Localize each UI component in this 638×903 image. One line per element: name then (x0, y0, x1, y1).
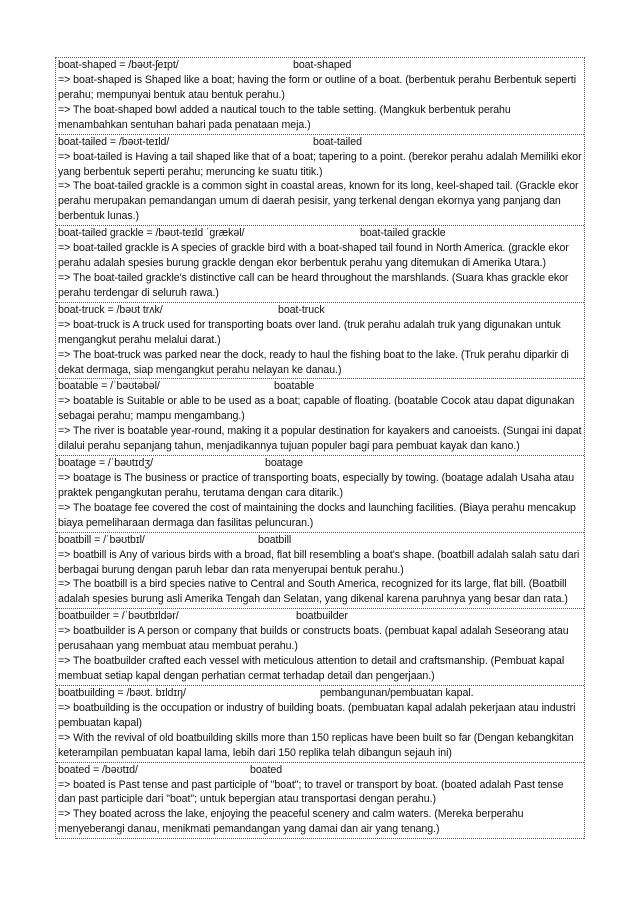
entry-term: boatbill (258, 533, 292, 546)
entry-definition: => boat-shaped is Shaped like a boat; having the form or outline of a boat. (berbentuk perahu Berbentuk seperti perahu; mempunyai bentuk atau bentuk perahu.) (58, 74, 577, 101)
entry-example: => They boated across the lake, enjoying the peaceful scenery and calm waters. (Mereka berperahu menyeberangi danau, menikmati pemandangan yang damai dan air yang tenang.) (58, 808, 524, 836)
entry-definition: => boatbill is Any of various birds with a broad, flat bill resembling a boat's shape. (boatbill adalah salah satu dari berbagai burung dengan paruh lebar dan rata menyerupai bentuk perahu.) (58, 548, 580, 576)
entry-boatbill (56, 533, 584, 610)
entry-term: boated (250, 763, 283, 776)
entry-boatbuilding (56, 686, 584, 763)
entry-example: => The river is boatable year-round, making it a popular destination for kayakers and canoeists. (Sungai ini dapat dilalui perahu sepanjang tahun, menjadikannya tujuan populer bagi para pembuat kayak dan kano.) (58, 425, 582, 453)
entry-boat-tailed (56, 135, 584, 227)
entry-header (58, 609, 582, 624)
headword-pronunciation: boated = /bəʊtɪd/ (58, 763, 138, 776)
entry-example: => The boatbuilder crafted each vessel with meticulous attention to detail and craftsmanship. (Pembuat kapal membuat setiap kapal dengan perhatian cermat terhadap detail dan pengerjaan.) (58, 655, 565, 682)
entry-header (58, 763, 582, 778)
entry-definition: => boatbuilding is the occupation or industry of building boats. (pembuatan kapal adalah pekerjaan atau industri pembuatan kapal) (58, 701, 576, 729)
headword-pronunciation: boatbuilding = /bəʊt. bɪldɪŋ/ (58, 686, 186, 699)
entry-header (58, 533, 582, 548)
entry-boatage (56, 456, 584, 533)
entry-term: pembangunan/pembuatan kapal. (320, 686, 474, 699)
entry-example: => The boat-tailed grackle's distinctive call can be heard throughout the marshlands. (Suara khas grackle ekor perahu terdengar di seluruh rawa.) (58, 271, 569, 299)
entry-boated (56, 763, 584, 840)
entry-boatbuilder (56, 609, 584, 686)
entry-example: => The boatage fee covered the cost of maintaining the docks and launching facilities. (Biaya perahu mencakup biaya pemeliharaan dermaga dan fasilitas peluncuran.) (58, 501, 576, 529)
entry-definition: => boatage is The business or practice of transporting boats, especially by towing. (boatage adalah Usaha atau praktek pengangkutan perahu, terutama dengan cara ditarik.) (58, 472, 575, 499)
headword-pronunciation: boatbuilder = /ˈbəʊtbɪldər/ (58, 610, 179, 623)
entry-definition: => boat-tailed is Having a tail shaped like that of a boat; tapering to a point. (berekor perahu adalah Memiliki ekor yang berbentuk seperti perahu; meruncing ke suatu titik.) (58, 150, 582, 178)
entry-term: boatage (265, 457, 303, 470)
entry-example: => The boat-truck was parked near the dock, ready to haul the fishing boat to the lake. (Truk perahu diparkir di dekat dermaga, siap mengangkut perahu nelayan ke danau.) (58, 348, 569, 376)
entry-example: => The boat-shaped bowl added a nautical touch to the table setting. (Mangkuk berbentuk perahu menambahkan sentuhan bahari pada penataan meja.) (58, 103, 511, 131)
entry-definition: => boatbuilder is A person or company that builds or constructs boats. (pembuat kapal adalah Seseorang atau perusahaan yang membuat atau membuat perahu.) (58, 625, 569, 653)
entry-term: boat-shaped (293, 59, 352, 71)
entry-definition: => boat-truck is A truck used for transporting boats over land. (truk perahu adalah truk yang digunakan untuk mengangkut perahu melalui darat.) (58, 318, 561, 346)
entry-term: boat-tailed grackle (360, 227, 446, 240)
entry-example: => The boat-tailed grackle is a common sight in coastal areas, known for its long, keel-shaped tail. (Grackle ekor perahu merupakan pemandangan umum di daerah pesisir, yang terkenal dengan ekornya yang panjang dan berbentuk lunas.) (58, 180, 579, 223)
entry-header (58, 303, 582, 318)
entry-term: boat-truck (278, 303, 325, 316)
headword-pronunciation: boat-tailed = /bəʊt-teɪld/ (58, 135, 170, 148)
entry-term: boatbuilder (296, 610, 348, 623)
entry-header (58, 58, 582, 73)
entry-term: boat-tailed (313, 135, 362, 148)
headword-pronunciation: boat-truck = /bəʊt trʌk/ (58, 303, 163, 316)
entry-boat-tailed-grackle (56, 226, 584, 303)
entry-boatable (56, 379, 584, 456)
headword-pronunciation: boatage = /ˈbəʊtɪdʒ/ (58, 457, 153, 470)
headword-pronunciation: boat-tailed grackle = /bəʊt-teɪld ˈɡrækəl/ (58, 227, 245, 240)
entry-definition: => boated is Past tense and past participle of "boat"; to travel or transport by boat. (boated adalah Past tense dan past participle dari "boat"; untuk bepergian atau transportasi dengan perahu.) (58, 778, 564, 806)
entry-header (58, 379, 582, 394)
headword-pronunciation: boatable = /ˈbəʊtəbəl/ (58, 380, 160, 393)
entry-header (58, 686, 582, 701)
entry-term: boatable (274, 380, 315, 393)
entry-definition: => boatable is Suitable or able to be used as a boat; capable of floating. (boatable Cocok atau dapat digunakan sebagai perahu; mampu mengambang.) (58, 395, 575, 423)
headword-pronunciation: boat-shaped = /bəʊt-ʃeɪpt/ (58, 59, 179, 71)
entry-example: => The boatbill is a bird species native to Central and South America, recognized for its large, flat bill. (Boatbill adalah spesies burung asli Amerika Tengah dan Selatan, yang dikenal karena paruhnya yang besar dan rata.) (58, 578, 568, 606)
entry-header (58, 456, 582, 471)
entry-header (58, 226, 582, 241)
entry-header (58, 135, 582, 150)
entry-definition: => boat-tailed grackle is A species of grackle bird with a boat-shaped tail found in North America. (grackle ekor perahu adalah spesies burung grackle dengan ekor berbentuk perahu yang ditemukan di Amerika Utara.) (58, 242, 569, 270)
entry-boat-truck (56, 303, 584, 380)
entry-boat-shaped (56, 58, 584, 135)
dictionary-entries (55, 57, 585, 839)
entry-example: => With the revival of old boatbuilding skills more than 150 replicas have been built so far (Dengan kebangkitan keterampilan pembuatan kapal lama, lebih dari 150 replika telah dibangun sejauh ini) (58, 731, 574, 759)
headword-pronunciation: boatbill = /ˈbəʊtbɪl/ (58, 533, 145, 546)
